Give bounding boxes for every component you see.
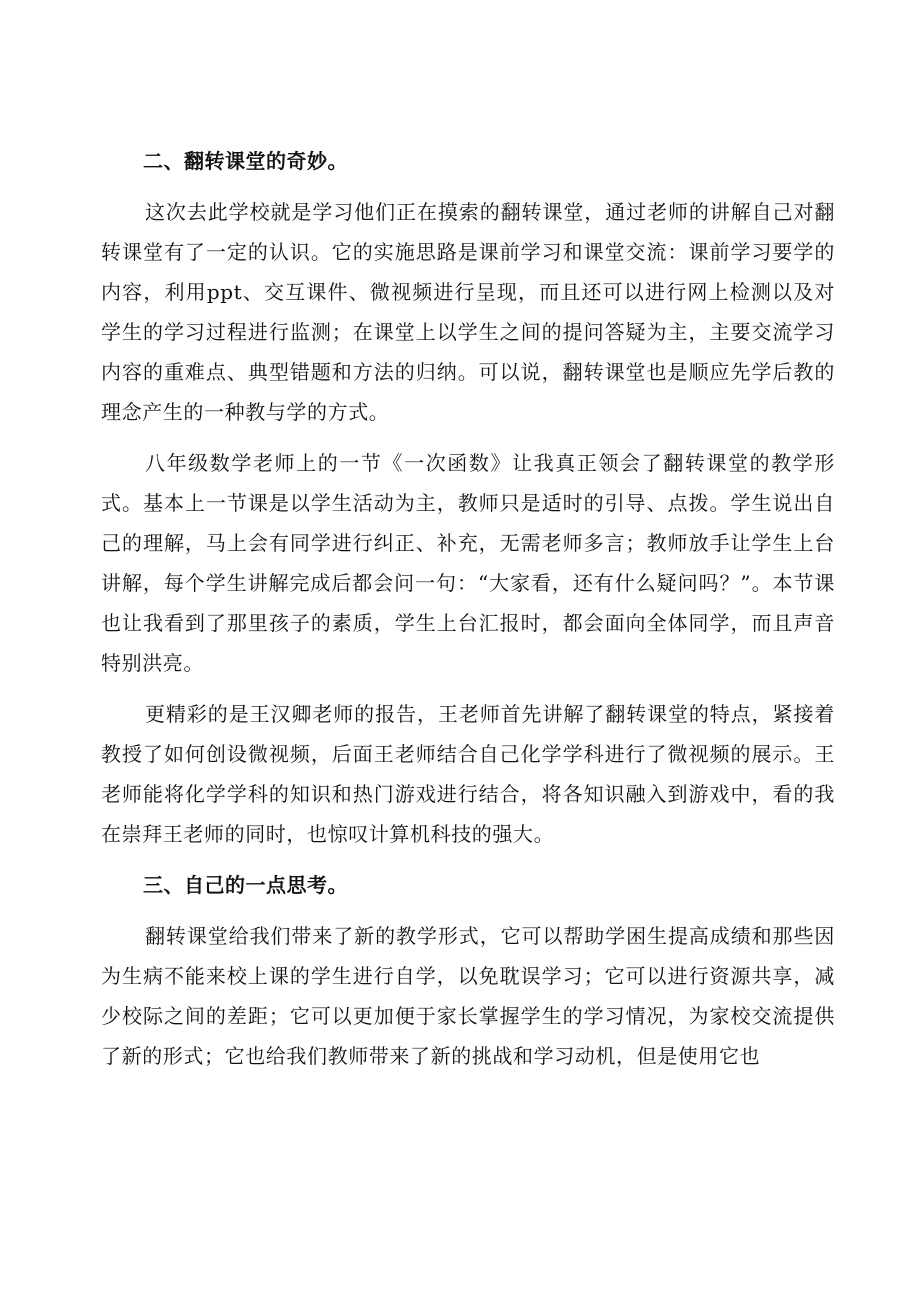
section-heading: 二、翻转课堂的奇妙。 [143,149,348,173]
paragraph: 更精彩的是王汉卿老师的报告，王老师首先讲解了翻转课堂的特点，紧接着教授了如何创设微视频，后面王老师结合自己化学学科进行了微视频的展示。王老师能将化学学科的知识和热门游戏进行结合，将各知识融入到游戏中，看的我在崇拜王老师的同时，也惊叹计算机科技的强大。 [101,702,835,846]
section-2 [101,141,835,854]
section-body [101,192,835,854]
paragraph: 这次去此学校就是学习他们正在摸索的翻转课堂，通过老师的讲解自己对翻转课堂有了一定的认识。它的实施思路是课前学习和课堂交流：课前学习要学的内容，利用ppt、交互课件、微视频进行呈现，而且还可以进行网上检测以及对学生的学习过程进行监测；在课堂上以学生之间的提问答疑为主，主要交流学习内容的重难点、典型错题和方法的归纳。可以说，翻转课堂也是顺应先学后教的理念产生的一种教与学的方式。 [101,200,835,424]
paragraph: 八年级数学老师上的一节《一次函数》让我真正领会了翻转课堂的教学形式。基本上一节课是以学生活动为主，教师只是适时的引导、点拨。学生说出自己的理解，马上会有同学进行纠正、补充，无需老师多言；教师放手让学生上台讲解，每个学生讲解完成后都会问一句：“大家看，还有什么疑问吗？”。本节课也让我看到了那里孩子的素质，学生上台汇报时，都会面向全体同学，而且声音特别洪亮。 [101,451,835,675]
section-body [101,916,835,1076]
section-3 [101,865,835,1076]
paragraph: 翻转课堂给我们带来了新的教学形式，它可以帮助学困生提高成绩和那些因为生病不能来校上课的学生进行自学，以免耽误学习；它可以进行资源共享，减少校际之间的差距；它可以更加便于家长掌握学生的学习情况，为家校交流提供了新的形式；它也给我们教师带来了新的挑战和学习动机，但是使用它也 [101,924,835,1068]
section-heading: 三、自己的一点思考。 [143,873,348,897]
